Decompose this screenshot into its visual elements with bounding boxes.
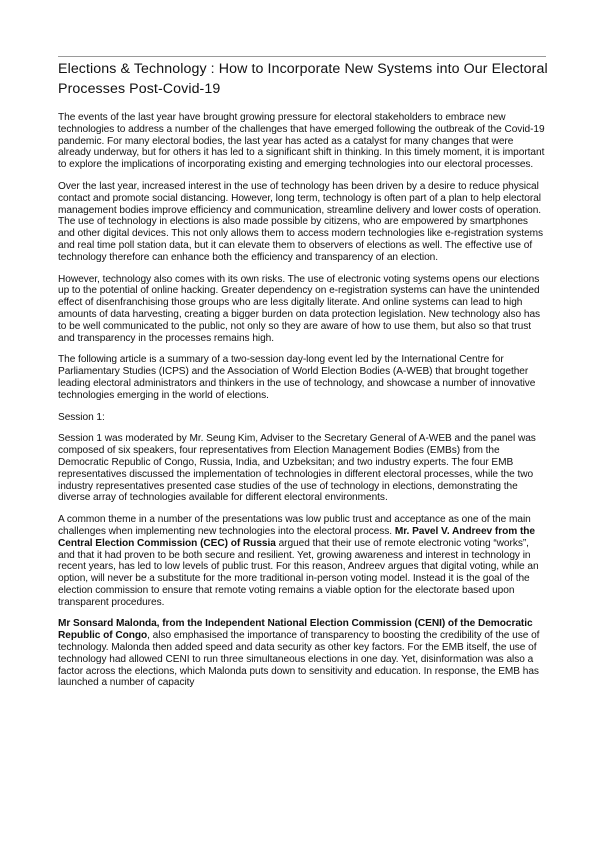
speaker-malonda: Mr Sonsard Malonda, from the Independent National Election Commission (CENI) of the Democratic Republic of Congo xyxy=(58,618,533,642)
paragraph-risks: However, technology also comes with its own risks. The use of electronic voting systems opens our elections up to the potential of online hacking. Greater dependency on e-registration systems can have the unintended effect of disenfranchising those groups who are less digitally literate. And online systems can lead to high amounts of data harvesting, creating a bigger burden on data protection legislation. New technology also has to be well communicated to the public, not only so they are aware of how to use them, but also so that trust and transparency in the processes remains high. xyxy=(58,273,541,344)
paragraph-russia xyxy=(58,514,546,608)
paragraph-congo-post: , also emphasised the importance of transparency to boosting the credibility of the use of technology. Malonda then added speed and data security as other key factors. For the EMB itself, the use of technology had allowed CENI to run three simultaneous elections in one day. Yet, disinformation was also a factor across the elections, which Malonda puts down to sensitivity and education. In response, the EMB has launched a number of capacity xyxy=(58,630,540,689)
paragraph-intro: The events of the last year have brought growing pressure for electoral stakeholders to embrace new technologies to address a number of the challenges that have emerged following the outbreak of the Covid-19 pandemic. For many electoral bodies, the last year has acted as a catalyst for many changes that were already underway, but for others it has led to a significant shift in thinking. In this timely moment, it is important to explore the implications of incorporating existing and emerging technologies into our electoral processes. xyxy=(58,112,545,171)
paragraph-russia-post: argued that their use of remote electronic voting “works”, and that it had proven to be both secure and resilient. Yet, growing awareness and interest in technology in recent years, has led to low levels of public trust. For this reason, Andreev argues that digital voting, while an option, will never be a substitute for the more traditional in-person voting model. Instead it is the goal of the election commission to ensure that remote voting remains a viable option for the electorate based upon transparent procedures. xyxy=(58,537,539,608)
header-divider xyxy=(58,56,546,57)
paragraph-congo xyxy=(58,618,546,689)
speaker-andreev: Mr. Pavel V. Andreev from the Central Election Commission (CEC) of Russia xyxy=(58,525,535,549)
document-title: Elections & Technology : How to Incorporate New Systems into Our Electoral Processes Post-Covid-19 xyxy=(58,61,548,97)
document-body xyxy=(58,112,546,699)
paragraph-session-1: Session 1 was moderated by Mr. Seung Kim, Adviser to the Secretary General of A-WEB and the panel was composed of six speakers, four representatives from Election Management Bodies (EMBs) from the Democratic Republic of Congo, Russia, India, and Uzbeksitan; and two industry experts. The four EMB representatives discussed the implementation of technologies in different electoral processes, while the two industry representatives presented case studies of the use of technology in elections, demonstrating the diverse array of technologies available for different electoral environments. xyxy=(58,433,536,504)
session-heading: Session 1: xyxy=(58,411,105,423)
paragraph-russia-pre: A common theme in a number of the presentations was low public trust and acceptance as one of the main challenges when implementing new technologies into the electoral process. xyxy=(58,514,531,537)
paragraph-summary: The following article is a summary of a two-session day-long event led by the International Centre for Parliamentary Studies (ICPS) and the Association of World Election Bodies (A-WEB) that brought together leading electoral administrators and thinkers in the use of technology, and showcase a number of innovative technologies emerging in the world of elections. xyxy=(58,354,536,401)
paragraph-benefits: Over the last year, increased interest in the use of technology has been driven by a desire to reduce physical contact and promote social distancing. However, long term, technology is often part of a plan to help electoral management bodies improve efficiency and communication, streamline delivery and lower costs of operation. The use of technology in elections is also made possible by citizens, who are empowered by smartphones and other digital devices. This not only allows them to access modern technologies like e-registration systems and real time poll station data, but it can elevate them to observers of elections as well. The effective use of technology therefore can enhance both the efficiency and transparency of an election. xyxy=(58,180,544,263)
